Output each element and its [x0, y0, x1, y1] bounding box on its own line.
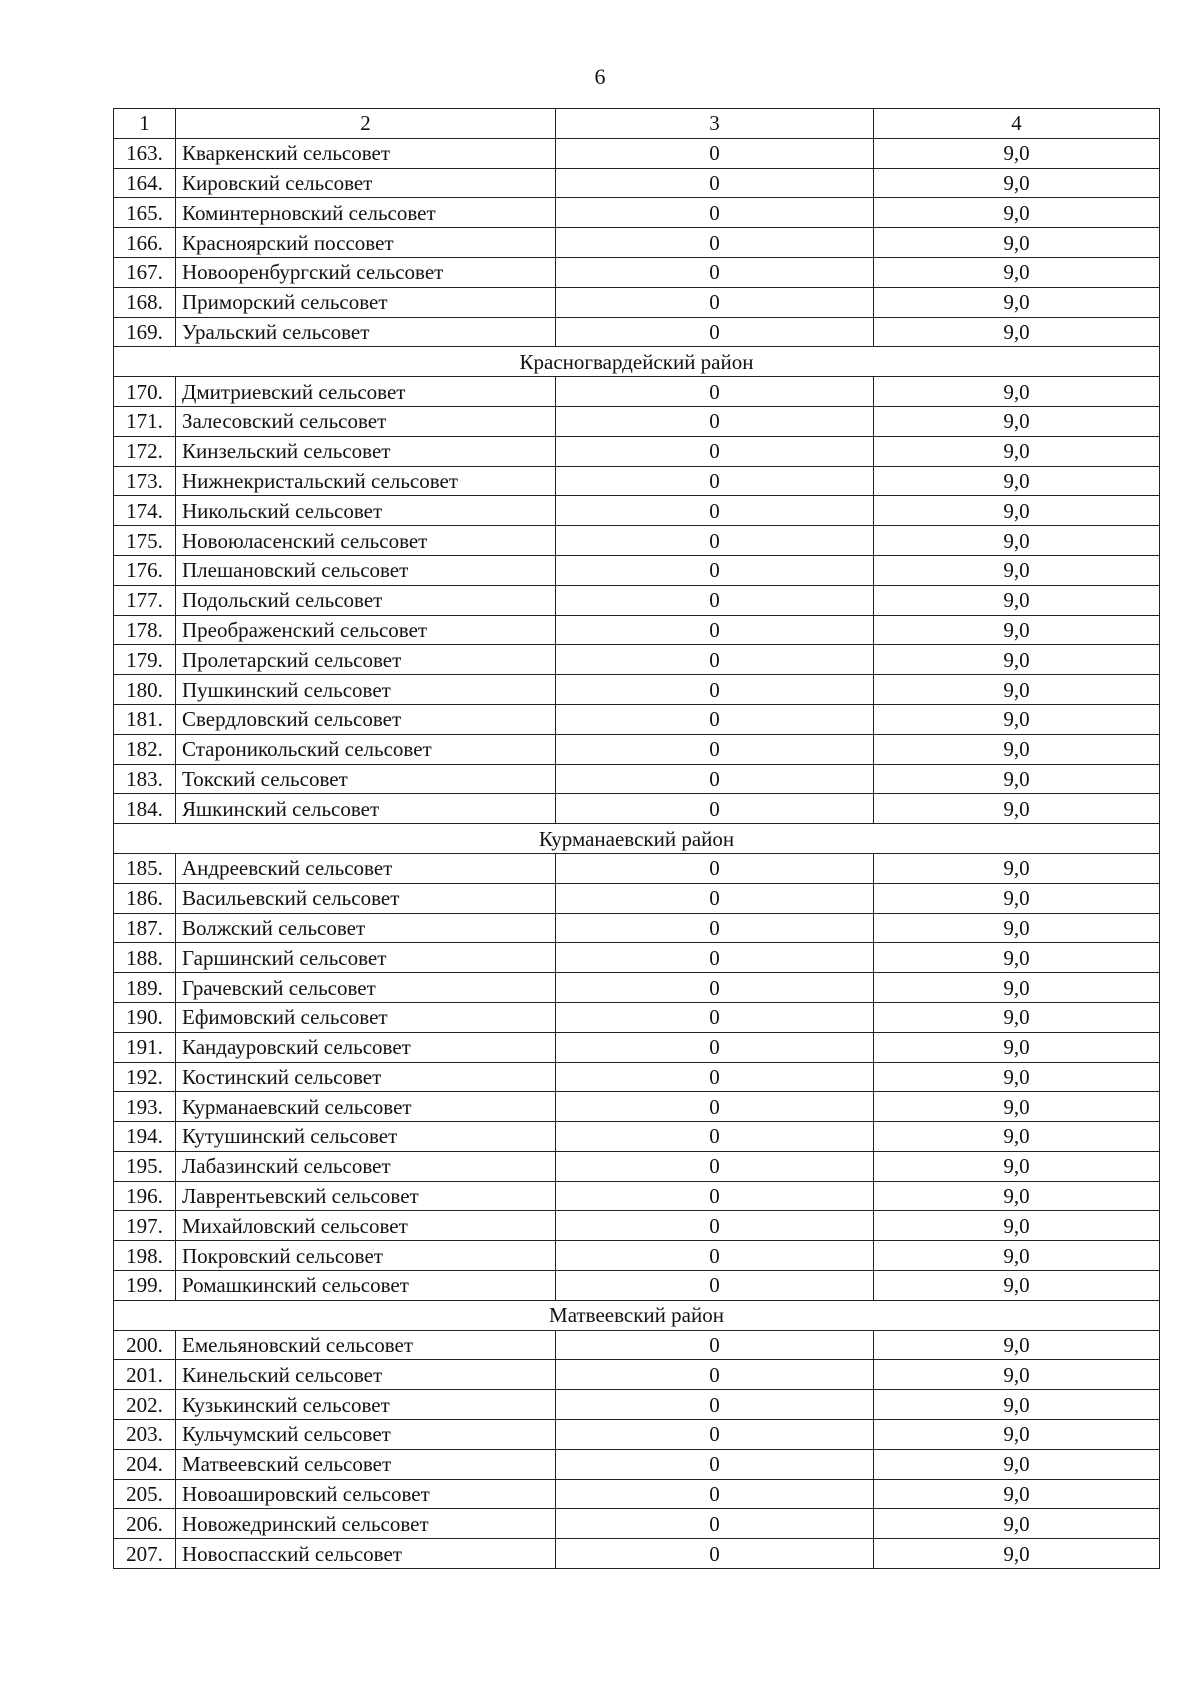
row-col4: 9,0: [874, 853, 1160, 883]
row-col4: 9,0: [874, 1032, 1160, 1062]
row-number: 170.: [114, 377, 176, 407]
row-col4: 9,0: [874, 645, 1160, 675]
table-row: [114, 1271, 1160, 1301]
row-col4: 9,0: [874, 1002, 1160, 1032]
row-name: Андреевский сельсовет: [176, 853, 556, 883]
table-body: [114, 109, 1160, 1569]
row-col3: 0: [556, 943, 874, 973]
row-col4: 9,0: [874, 675, 1160, 705]
row-col3: 0: [556, 1122, 874, 1152]
row-number: 193.: [114, 1092, 176, 1122]
section-title: Красногвардейский район: [114, 347, 1160, 377]
row-name: Кульчумский сельсовет: [176, 1420, 556, 1450]
row-col3: 0: [556, 1479, 874, 1509]
row-number: 163.: [114, 138, 176, 168]
row-col4: 9,0: [874, 1390, 1160, 1420]
row-number: 197.: [114, 1211, 176, 1241]
row-col4: 9,0: [874, 1151, 1160, 1181]
row-col4: 9,0: [874, 138, 1160, 168]
row-name: Лабазинский сельсовет: [176, 1151, 556, 1181]
row-name: Преображенский сельсовет: [176, 615, 556, 645]
row-col3: 0: [556, 1092, 874, 1122]
table-row: [114, 1390, 1160, 1420]
row-col4: 9,0: [874, 1330, 1160, 1360]
row-col3: 0: [556, 257, 874, 287]
table-row: [114, 317, 1160, 347]
row-col3: 0: [556, 1330, 874, 1360]
row-col3: 0: [556, 1449, 874, 1479]
row-col3: 0: [556, 496, 874, 526]
row-col4: 9,0: [874, 168, 1160, 198]
row-name: Никольский сельсовет: [176, 496, 556, 526]
table-row: [114, 555, 1160, 585]
table-row: [114, 287, 1160, 317]
row-number: 176.: [114, 555, 176, 585]
row-number: 190.: [114, 1002, 176, 1032]
row-name: Новооренбургский сельсовет: [176, 257, 556, 287]
row-col4: 9,0: [874, 1122, 1160, 1152]
row-name: Гаршинский сельсовет: [176, 943, 556, 973]
row-number: 165.: [114, 198, 176, 228]
table-row: [114, 704, 1160, 734]
section-row: [114, 824, 1160, 854]
row-name: Подольский сельсовет: [176, 585, 556, 615]
row-name: Михайловский сельсовет: [176, 1211, 556, 1241]
table-row: [114, 436, 1160, 466]
row-col3: 0: [556, 1151, 874, 1181]
row-col3: 0: [556, 1420, 874, 1450]
row-number: 201.: [114, 1360, 176, 1390]
row-col3: 0: [556, 1271, 874, 1301]
table-row: [114, 198, 1160, 228]
row-col3: 0: [556, 138, 874, 168]
row-col3: 0: [556, 287, 874, 317]
row-col3: 0: [556, 704, 874, 734]
header-cell-2: 2: [176, 109, 556, 139]
row-col3: 0: [556, 317, 874, 347]
row-name: Приморский сельсовет: [176, 287, 556, 317]
row-col4: 9,0: [874, 1092, 1160, 1122]
table-row: [114, 526, 1160, 556]
table-row: [114, 1032, 1160, 1062]
row-number: 187.: [114, 913, 176, 943]
row-number: 178.: [114, 615, 176, 645]
table-row: [114, 168, 1160, 198]
row-col4: 9,0: [874, 257, 1160, 287]
row-col4: 9,0: [874, 496, 1160, 526]
row-col4: 9,0: [874, 228, 1160, 258]
table-row: [114, 794, 1160, 824]
row-name: Волжский сельсовет: [176, 913, 556, 943]
row-col4: 9,0: [874, 1539, 1160, 1569]
row-name: Новоспасский сельсовет: [176, 1539, 556, 1569]
row-number: 184.: [114, 794, 176, 824]
row-name: Пролетарский сельсовет: [176, 645, 556, 675]
row-col3: 0: [556, 377, 874, 407]
row-number: 174.: [114, 496, 176, 526]
row-name: Грачевский сельсовет: [176, 973, 556, 1003]
table-row: [114, 496, 1160, 526]
row-col3: 0: [556, 913, 874, 943]
row-number: 204.: [114, 1449, 176, 1479]
row-number: 183.: [114, 764, 176, 794]
row-name: Костинский сельсовет: [176, 1062, 556, 1092]
row-col3: 0: [556, 1032, 874, 1062]
row-name: Токский сельсовет: [176, 764, 556, 794]
row-name: Лаврентьевский сельсовет: [176, 1181, 556, 1211]
row-col4: 9,0: [874, 555, 1160, 585]
table-row: [114, 1002, 1160, 1032]
row-col3: 0: [556, 406, 874, 436]
row-col3: 0: [556, 1211, 874, 1241]
row-name: Новоашировский сельсовет: [176, 1479, 556, 1509]
row-number: 192.: [114, 1062, 176, 1092]
row-number: 189.: [114, 973, 176, 1003]
row-number: 195.: [114, 1151, 176, 1181]
row-col3: 0: [556, 436, 874, 466]
row-number: 166.: [114, 228, 176, 258]
table-row: [114, 228, 1160, 258]
table-row: [114, 1062, 1160, 1092]
section-title: Курманаевский район: [114, 824, 1160, 854]
table-row: [114, 1449, 1160, 1479]
table-row: [114, 853, 1160, 883]
table-row: [114, 913, 1160, 943]
row-col4: 9,0: [874, 1360, 1160, 1390]
row-col4: 9,0: [874, 973, 1160, 1003]
row-number: 164.: [114, 168, 176, 198]
row-number: 173.: [114, 466, 176, 496]
row-col3: 0: [556, 168, 874, 198]
row-col4: 9,0: [874, 526, 1160, 556]
row-col4: 9,0: [874, 317, 1160, 347]
row-name: Староникольский сельсовет: [176, 734, 556, 764]
row-col4: 9,0: [874, 1062, 1160, 1092]
table-row: [114, 377, 1160, 407]
row-name: Ромашкинский сельсовет: [176, 1271, 556, 1301]
table-row: [114, 138, 1160, 168]
row-number: 199.: [114, 1271, 176, 1301]
row-name: Плешановский сельсовет: [176, 555, 556, 585]
header-row: [114, 109, 1160, 139]
row-number: 181.: [114, 704, 176, 734]
table-row: [114, 973, 1160, 1003]
row-col4: 9,0: [874, 913, 1160, 943]
row-col3: 0: [556, 1181, 874, 1211]
table-row: [114, 1360, 1160, 1390]
row-name: Кировский сельсовет: [176, 168, 556, 198]
row-name: Кутушинский сельсовет: [176, 1122, 556, 1152]
row-number: 207.: [114, 1539, 176, 1569]
row-name: Уральский сельсовет: [176, 317, 556, 347]
row-col3: 0: [556, 615, 874, 645]
row-name: Васильевский сельсовет: [176, 883, 556, 913]
row-name: Нижнекристальский сельсовет: [176, 466, 556, 496]
row-col4: 9,0: [874, 764, 1160, 794]
row-col3: 0: [556, 883, 874, 913]
row-col3: 0: [556, 466, 874, 496]
row-number: 203.: [114, 1420, 176, 1450]
row-name: Яшкинский сельсовет: [176, 794, 556, 824]
data-table: [113, 108, 1160, 1569]
table-row: [114, 257, 1160, 287]
row-number: 180.: [114, 675, 176, 705]
row-number: 167.: [114, 257, 176, 287]
row-col4: 9,0: [874, 466, 1160, 496]
row-col3: 0: [556, 794, 874, 824]
row-col3: 0: [556, 1360, 874, 1390]
row-col4: 9,0: [874, 377, 1160, 407]
row-name: Кваркенский сельсовет: [176, 138, 556, 168]
row-number: 169.: [114, 317, 176, 347]
row-col4: 9,0: [874, 734, 1160, 764]
row-col4: 9,0: [874, 1420, 1160, 1450]
table-row: [114, 1151, 1160, 1181]
row-name: Покровский сельсовет: [176, 1241, 556, 1271]
table-row: [114, 734, 1160, 764]
row-name: Кинзельский сельсовет: [176, 436, 556, 466]
table-row: [114, 1211, 1160, 1241]
row-col4: 9,0: [874, 1181, 1160, 1211]
row-col4: 9,0: [874, 585, 1160, 615]
row-col3: 0: [556, 645, 874, 675]
row-name: Свердловский сельсовет: [176, 704, 556, 734]
row-number: 194.: [114, 1122, 176, 1152]
row-col3: 0: [556, 1241, 874, 1271]
row-number: 191.: [114, 1032, 176, 1062]
row-col3: 0: [556, 1390, 874, 1420]
header-cell-3: 3: [556, 109, 874, 139]
table-row: [114, 466, 1160, 496]
table-row: [114, 764, 1160, 794]
row-name: Дмитриевский сельсовет: [176, 377, 556, 407]
row-col4: 9,0: [874, 704, 1160, 734]
row-name: Залесовский сельсовет: [176, 406, 556, 436]
row-number: 202.: [114, 1390, 176, 1420]
row-number: 196.: [114, 1181, 176, 1211]
row-number: 177.: [114, 585, 176, 615]
row-col4: 9,0: [874, 1271, 1160, 1301]
row-number: 205.: [114, 1479, 176, 1509]
row-col3: 0: [556, 585, 874, 615]
table-row: [114, 1509, 1160, 1539]
row-col4: 9,0: [874, 883, 1160, 913]
row-col4: 9,0: [874, 1449, 1160, 1479]
row-col4: 9,0: [874, 287, 1160, 317]
row-name: Красноярский поссовет: [176, 228, 556, 258]
row-number: 186.: [114, 883, 176, 913]
table-row: [114, 1241, 1160, 1271]
table-row: [114, 1479, 1160, 1509]
row-col3: 0: [556, 675, 874, 705]
row-number: 179.: [114, 645, 176, 675]
row-name: Пушкинский сельсовет: [176, 675, 556, 705]
row-col3: 0: [556, 228, 874, 258]
page-number: 6: [594, 64, 606, 89]
row-number: 172.: [114, 436, 176, 466]
table-row: [114, 1420, 1160, 1450]
table-row: [114, 1122, 1160, 1152]
row-col3: 0: [556, 555, 874, 585]
row-name: Кузькинский сельсовет: [176, 1390, 556, 1420]
table-row: [114, 675, 1160, 705]
row-col4: 9,0: [874, 943, 1160, 973]
table-row: [114, 615, 1160, 645]
row-col3: 0: [556, 853, 874, 883]
row-col3: 0: [556, 1539, 874, 1569]
row-number: 206.: [114, 1509, 176, 1539]
row-name: Новоюласенский сельсовет: [176, 526, 556, 556]
row-col3: 0: [556, 1002, 874, 1032]
row-number: 168.: [114, 287, 176, 317]
row-name: Емельяновский сельсовет: [176, 1330, 556, 1360]
section-title: Матвеевский район: [114, 1300, 1160, 1330]
row-number: 198.: [114, 1241, 176, 1271]
row-name: Коминтерновский сельсовет: [176, 198, 556, 228]
row-col3: 0: [556, 764, 874, 794]
row-col3: 0: [556, 1509, 874, 1539]
table-row: [114, 1092, 1160, 1122]
row-name: Новожедринский сельсовет: [176, 1509, 556, 1539]
row-col4: 9,0: [874, 436, 1160, 466]
header-cell-4: 4: [874, 109, 1160, 139]
row-col4: 9,0: [874, 1211, 1160, 1241]
row-col4: 9,0: [874, 1479, 1160, 1509]
row-col4: 9,0: [874, 615, 1160, 645]
row-col3: 0: [556, 1062, 874, 1092]
row-number: 185.: [114, 853, 176, 883]
row-col3: 0: [556, 734, 874, 764]
table-row: [114, 406, 1160, 436]
header-cell-1: 1: [114, 109, 176, 139]
row-col4: 9,0: [874, 794, 1160, 824]
row-number: 175.: [114, 526, 176, 556]
row-col3: 0: [556, 526, 874, 556]
row-col3: 0: [556, 973, 874, 1003]
row-number: 171.: [114, 406, 176, 436]
row-name: Матвеевский сельсовет: [176, 1449, 556, 1479]
table-row: [114, 943, 1160, 973]
row-col4: 9,0: [874, 1241, 1160, 1271]
table-row: [114, 1539, 1160, 1569]
table-row: [114, 1181, 1160, 1211]
row-name: Кинельский сельсовет: [176, 1360, 556, 1390]
table-row: [114, 1330, 1160, 1360]
row-col4: 9,0: [874, 198, 1160, 228]
row-number: 200.: [114, 1330, 176, 1360]
section-row: [114, 347, 1160, 377]
row-name: Кандауровский сельсовет: [176, 1032, 556, 1062]
row-col4: 9,0: [874, 1509, 1160, 1539]
table-row: [114, 883, 1160, 913]
row-number: 188.: [114, 943, 176, 973]
row-col3: 0: [556, 198, 874, 228]
table-row: [114, 645, 1160, 675]
table-row: [114, 585, 1160, 615]
section-row: [114, 1300, 1160, 1330]
row-number: 182.: [114, 734, 176, 764]
row-name: Курманаевский сельсовет: [176, 1092, 556, 1122]
row-name: Ефимовский сельсовет: [176, 1002, 556, 1032]
row-col4: 9,0: [874, 406, 1160, 436]
